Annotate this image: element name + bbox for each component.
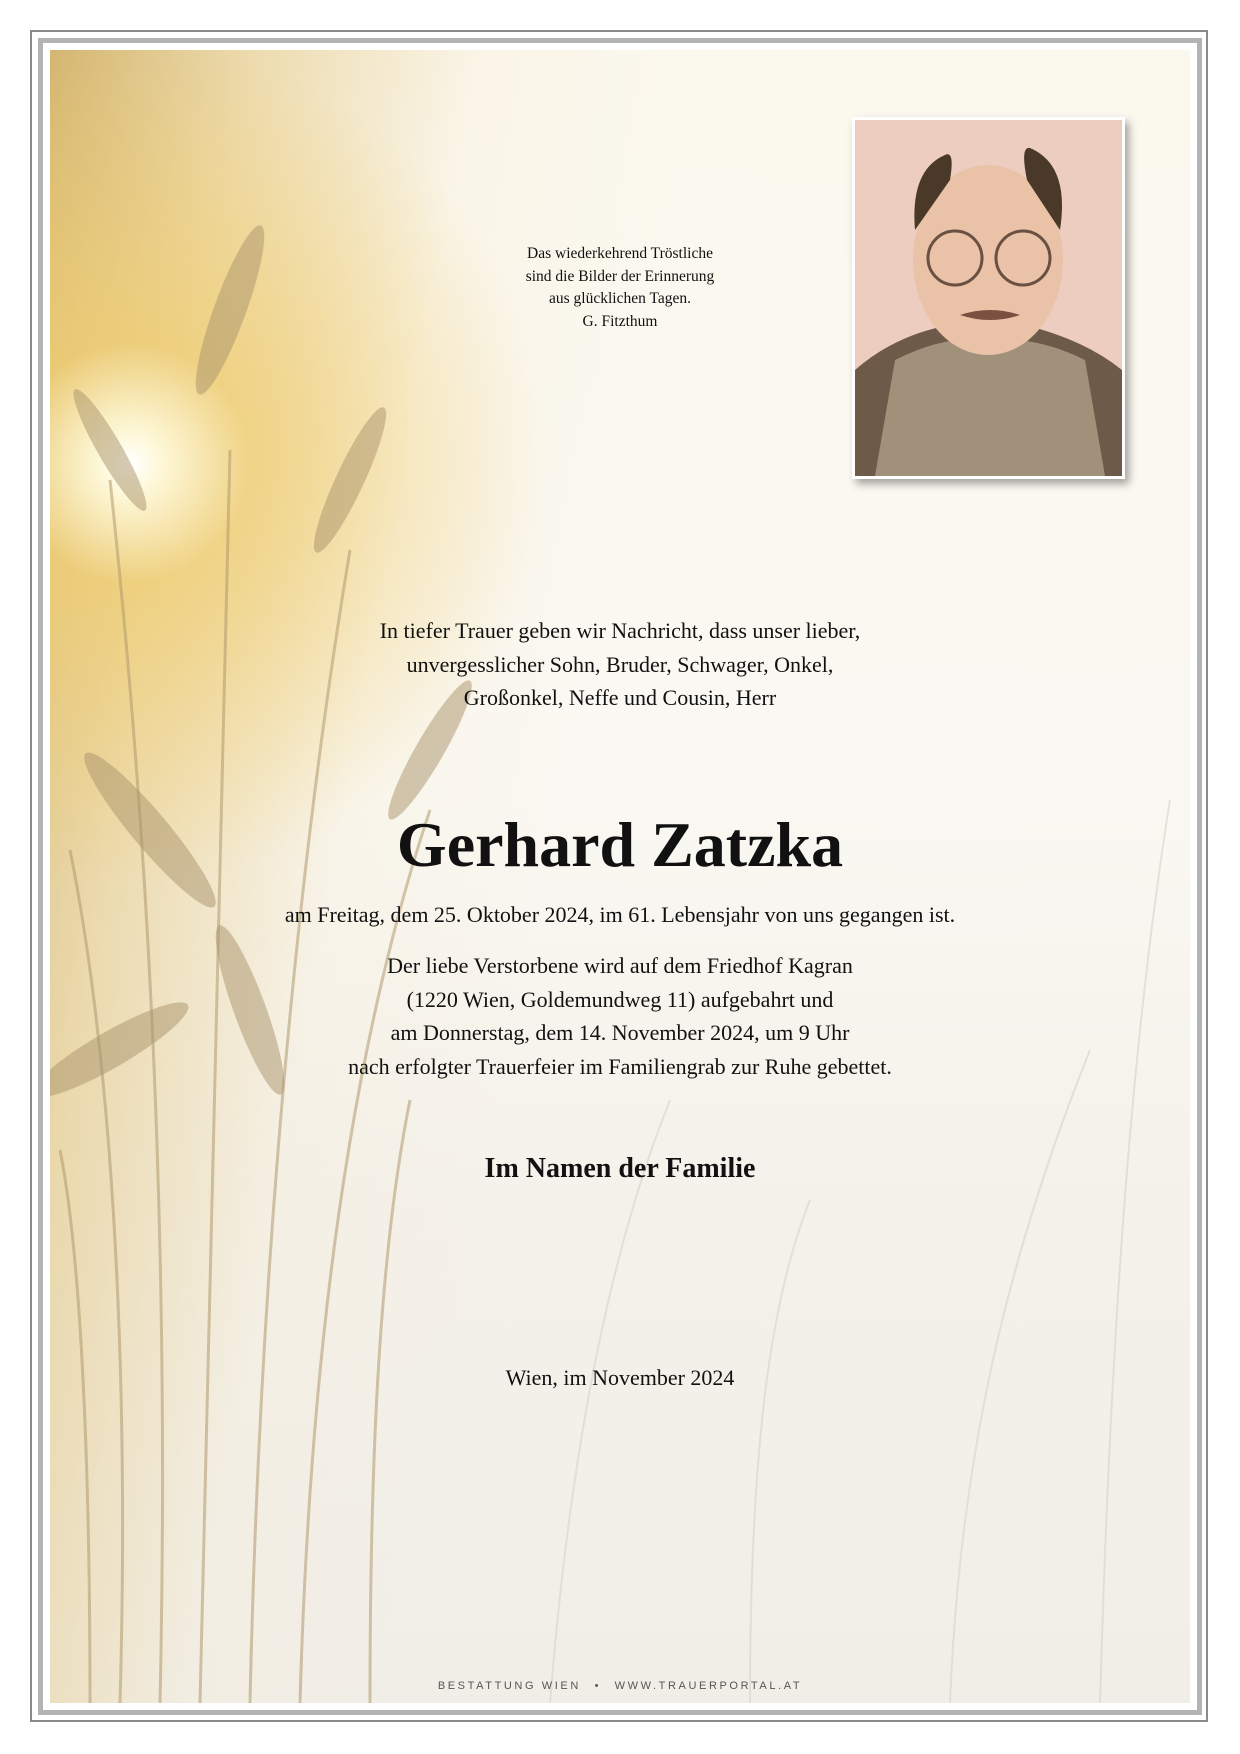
intro-line: In tiefer Trauer geben wir Nachricht, dass unser lieber, [379,618,861,643]
quote-line: sind die Bilder der Erinnerung [525,267,715,285]
footer-separator: • [594,1680,602,1692]
intro-line: unvergesslicher Sohn, Bruder, Schwager, Onkel, [406,651,834,677]
place-date: Wien, im November 2024 [505,1365,735,1390]
memorial-quote [50,243,1190,333]
footer-website: WWW.TRAUERPORTAL.AT [614,1680,803,1692]
quote-line: aus glücklichen Tagen. [549,290,691,307]
quote-author: G. Fitzthum [582,312,658,330]
announcement-intro [50,614,1190,715]
burial-line: (1220 Wien, Goldemundweg 11) aufgebahrt und [406,986,834,1012]
burial-line: Der liebe Verstorbene wird auf dem Friedhof Kagran [387,953,853,978]
footer-company: BESTATTUNG WIEN [437,1680,581,1692]
footer [50,1679,1190,1693]
obituary-card [50,50,1190,1703]
quote-line: Das wiederkehrend Tröstliche [527,245,713,262]
burial-details [50,949,1190,1083]
burial-line: am Donnerstag, dem 14. November 2024, um 9 Uhr [390,1020,850,1045]
deceased-name: Gerhard Zatzka [396,809,844,880]
family-signature: Im Namen der Familie [484,1153,756,1184]
death-date-line: am Freitag, dem 25. Oktober 2024, im 61. Lebensjahr von uns gegangen ist. [284,902,956,927]
burial-line: nach erfolgter Trauerfeier im Familiengrab zur Ruhe gebettet. [348,1053,892,1079]
intro-line: Großonkel, Neffe und Cousin, Herr [463,685,777,710]
